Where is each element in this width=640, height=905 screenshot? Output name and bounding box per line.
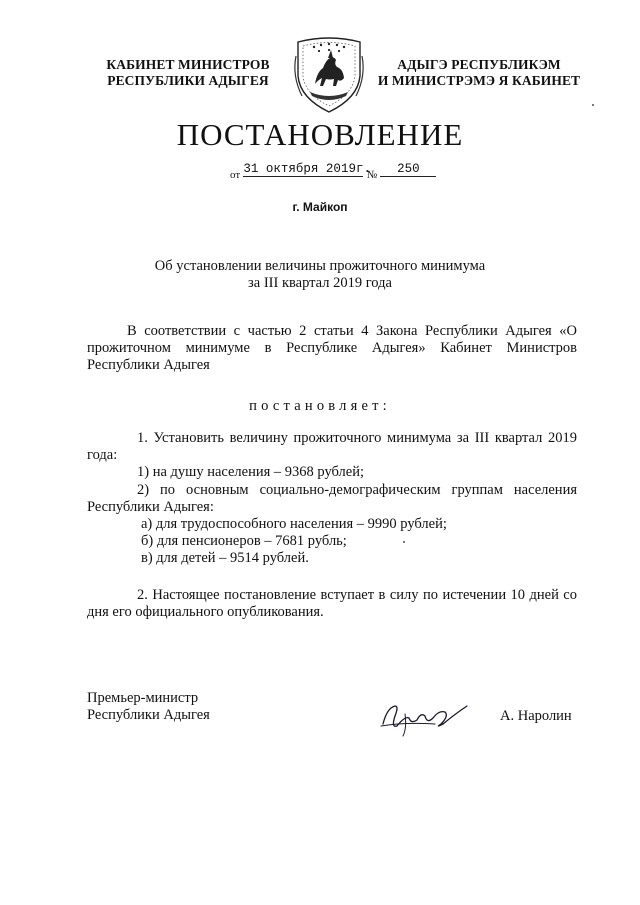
item1-a: а) для трудоспособного населения – 9990 рублей; [141, 516, 447, 532]
date-number-line [230, 160, 436, 181]
subject-line1: Об установлении величины прожиточного минимума [154, 258, 486, 274]
document-title: ПОСТАНОВЛЕНИЕ [176, 117, 464, 152]
number-value: 250 [380, 162, 436, 177]
signer-name: А. Наролин [500, 708, 572, 724]
item1-sub1: 1) на душу населения – 9368 рублей; [137, 464, 365, 480]
item2 [87, 587, 577, 621]
subject-line2: за III квартал 2019 года [248, 275, 392, 291]
item1-c: в) для детей – 9514 рублей. [141, 550, 309, 566]
item1-intro-text: 1. Установить величину прожиточного минимума за III квартал 2019 года: [87, 430, 577, 463]
header-right [375, 57, 583, 89]
adygea-coat-of-arms-icon [290, 36, 368, 116]
subject [0, 258, 640, 292]
item1-intro [87, 430, 577, 464]
item2-text: 2. Настоящее постановление вступает в силу по истечении 10 дней со дня его официального опубликования. [87, 587, 577, 620]
number-label: № [366, 169, 378, 181]
date-value: 31 октября 2019г. [243, 162, 371, 176]
scan-dot [403, 541, 405, 543]
scan-dot [592, 104, 594, 106]
preamble [87, 323, 577, 374]
city: г. Майкоп [292, 200, 348, 214]
date-prefix: от [230, 169, 241, 181]
item1-b: б) для пенсионеров – 7681 рубль; [141, 533, 347, 549]
signer-position-line2: Республики Адыгея [87, 707, 210, 723]
signer-position [87, 690, 210, 724]
header-right-line1: АДЫГЭ РЕСПУБЛИКЭМ [397, 57, 561, 72]
decree-word: постановляет: [249, 398, 391, 414]
preamble-text: В соответствии с частью 2 статьи 4 Закона Республики Адыгея «О прожиточном минимуме в Республике Адыгея» Кабинет Министров Республики Адыгея [87, 323, 577, 373]
item1-sub2-text: 2) по основным социально-демографическим группам населения Республики Адыгея: [87, 482, 577, 515]
header-left-line1: КАБИНЕТ МИНИСТРОВ [106, 57, 270, 72]
handwritten-signature [375, 694, 475, 738]
header-right-line2: И МИНИСТРЭМЭ Я КАБИНЕТ [377, 73, 581, 88]
header-left [104, 57, 272, 89]
item1-sub2 [87, 482, 577, 516]
signer-position-line1: Премьер-министр [87, 690, 199, 706]
header-left-line2: РЕСПУБЛИКИ АДЫГЕЯ [107, 73, 269, 88]
